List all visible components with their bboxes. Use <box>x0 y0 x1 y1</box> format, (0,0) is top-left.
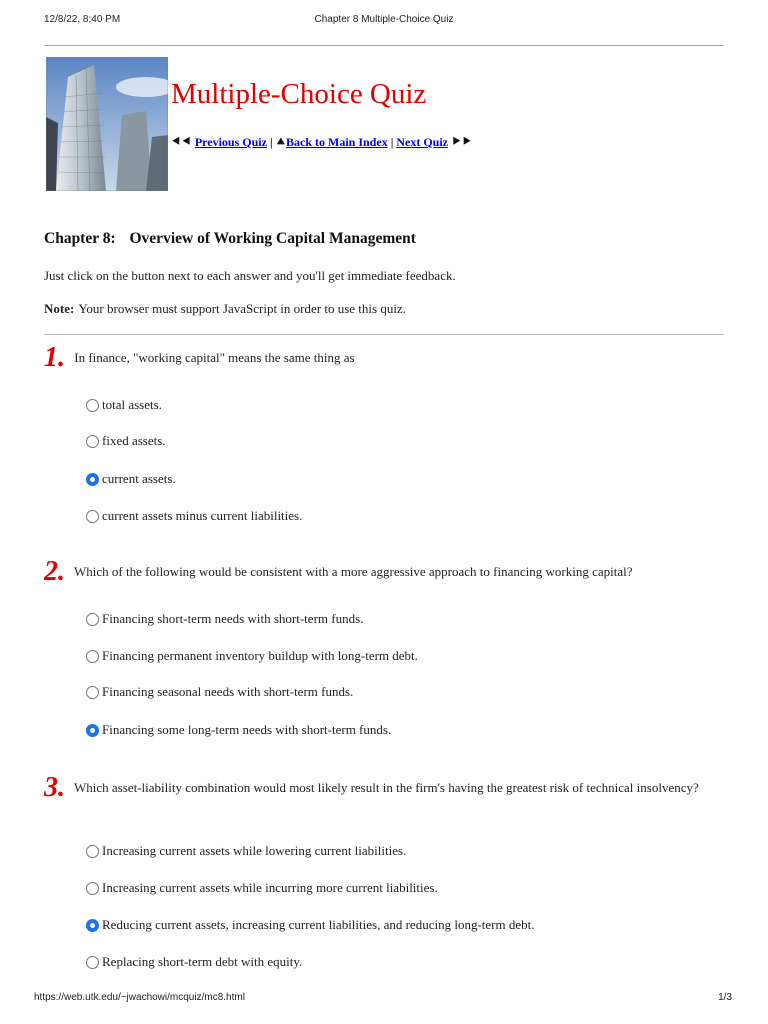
option-label: Reducing current assets, increasing current liabilities, and reducing long-term debt. <box>102 917 535 932</box>
page-title: Multiple-Choice Quiz <box>171 78 427 110</box>
option-label: Financing some long-term needs with short-term funds. <box>102 722 392 737</box>
question-3 <box>44 772 728 803</box>
radio-button[interactable] <box>86 882 99 895</box>
header-divider <box>44 45 724 46</box>
q1-option-d[interactable] <box>86 508 302 524</box>
print-footer <box>34 992 732 1006</box>
print-header <box>44 14 724 28</box>
double-right-arrow-icon: ⯈⯈ <box>451 134 472 149</box>
radio-button[interactable] <box>86 956 99 969</box>
intro-text: Just click on the button next to each answer and you'll get immediate feedback. <box>44 268 456 283</box>
print-date: 12/8/22, 8:40 PM <box>44 14 121 25</box>
q1-option-a[interactable] <box>86 397 162 413</box>
note <box>44 301 406 317</box>
q1-option-c[interactable] <box>86 471 176 487</box>
q3-option-b[interactable] <box>86 880 438 896</box>
nav-separator: | <box>269 135 273 149</box>
option-label: Financing permanent inventory buildup with long-term debt. <box>102 648 418 663</box>
chapter-number: Chapter 8: <box>44 230 116 247</box>
radio-button[interactable] <box>86 435 99 448</box>
q2-option-a[interactable] <box>86 611 363 627</box>
radio-button[interactable] <box>86 686 99 699</box>
radio-button[interactable] <box>86 510 99 523</box>
option-label: Increasing current assets while lowering current liabilities. <box>102 843 407 858</box>
skyscraper-image <box>46 57 168 191</box>
content-divider <box>44 334 724 335</box>
q1-option-b[interactable] <box>86 433 166 449</box>
option-label: total assets. <box>102 397 162 412</box>
question-2 <box>44 556 728 587</box>
previous-quiz-link[interactable]: Previous Quiz <box>194 135 267 149</box>
q3-option-d[interactable] <box>86 954 302 970</box>
question-text: In finance, "working capital" means the same thing as <box>74 350 355 365</box>
q2-option-b[interactable] <box>86 648 418 664</box>
next-quiz-link[interactable]: Next Quiz <box>396 135 448 149</box>
question-text: Which asset-liability combination would most likely result in the firm's having the greatest risk of technical insolvency? <box>74 780 699 795</box>
option-label: Increasing current assets while incurring more current liabilities. <box>102 880 438 895</box>
page-url: https://web.utk.edu/~jwachowi/mcquiz/mc8.html <box>34 992 245 1003</box>
q3-option-c[interactable] <box>86 917 534 933</box>
option-label: Financing seasonal needs with short-term funds. <box>102 684 354 699</box>
radio-button[interactable] <box>86 845 99 858</box>
up-arrow-icon: ⯅ <box>275 134 286 149</box>
q2-option-c[interactable] <box>86 684 353 700</box>
radio-button[interactable] <box>86 650 99 663</box>
question-1 <box>44 342 728 373</box>
option-label: Financing short-term needs with short-term funds. <box>102 611 364 626</box>
note-label: Note: <box>44 301 75 316</box>
chapter-title: Overview of Working Capital Management <box>129 230 416 247</box>
chapter-heading <box>44 230 416 248</box>
nav-separator: | <box>390 135 394 149</box>
radio-button[interactable] <box>86 613 99 626</box>
note-text: Your browser must support JavaScript in order to use this quiz. <box>78 301 406 316</box>
question-number: 1. <box>44 342 65 373</box>
q3-option-a[interactable] <box>86 843 406 859</box>
option-label: current assets. <box>102 471 176 486</box>
radio-button[interactable] <box>86 473 99 486</box>
radio-button[interactable] <box>86 724 99 737</box>
option-label: Replacing short-term debt with equity. <box>102 954 303 969</box>
option-label: fixed assets. <box>102 433 166 448</box>
radio-button[interactable] <box>86 399 99 412</box>
quiz-navigation <box>171 134 472 150</box>
q2-option-d[interactable] <box>86 722 391 738</box>
question-number: 3. <box>44 772 65 803</box>
print-title: Chapter 8 Multiple-Choice Quiz <box>314 14 454 25</box>
radio-button[interactable] <box>86 919 99 932</box>
main-index-link[interactable]: Back to Main Index <box>286 135 388 149</box>
question-text: Which of the following would be consistent with a more aggressive approach to financing working capital? <box>74 564 633 579</box>
question-number: 2. <box>44 556 65 587</box>
option-label: current assets minus current liabilities. <box>102 508 303 523</box>
double-left-arrow-icon: ⯇⯇ <box>171 134 192 149</box>
page-count: 1/3 <box>718 992 732 1003</box>
